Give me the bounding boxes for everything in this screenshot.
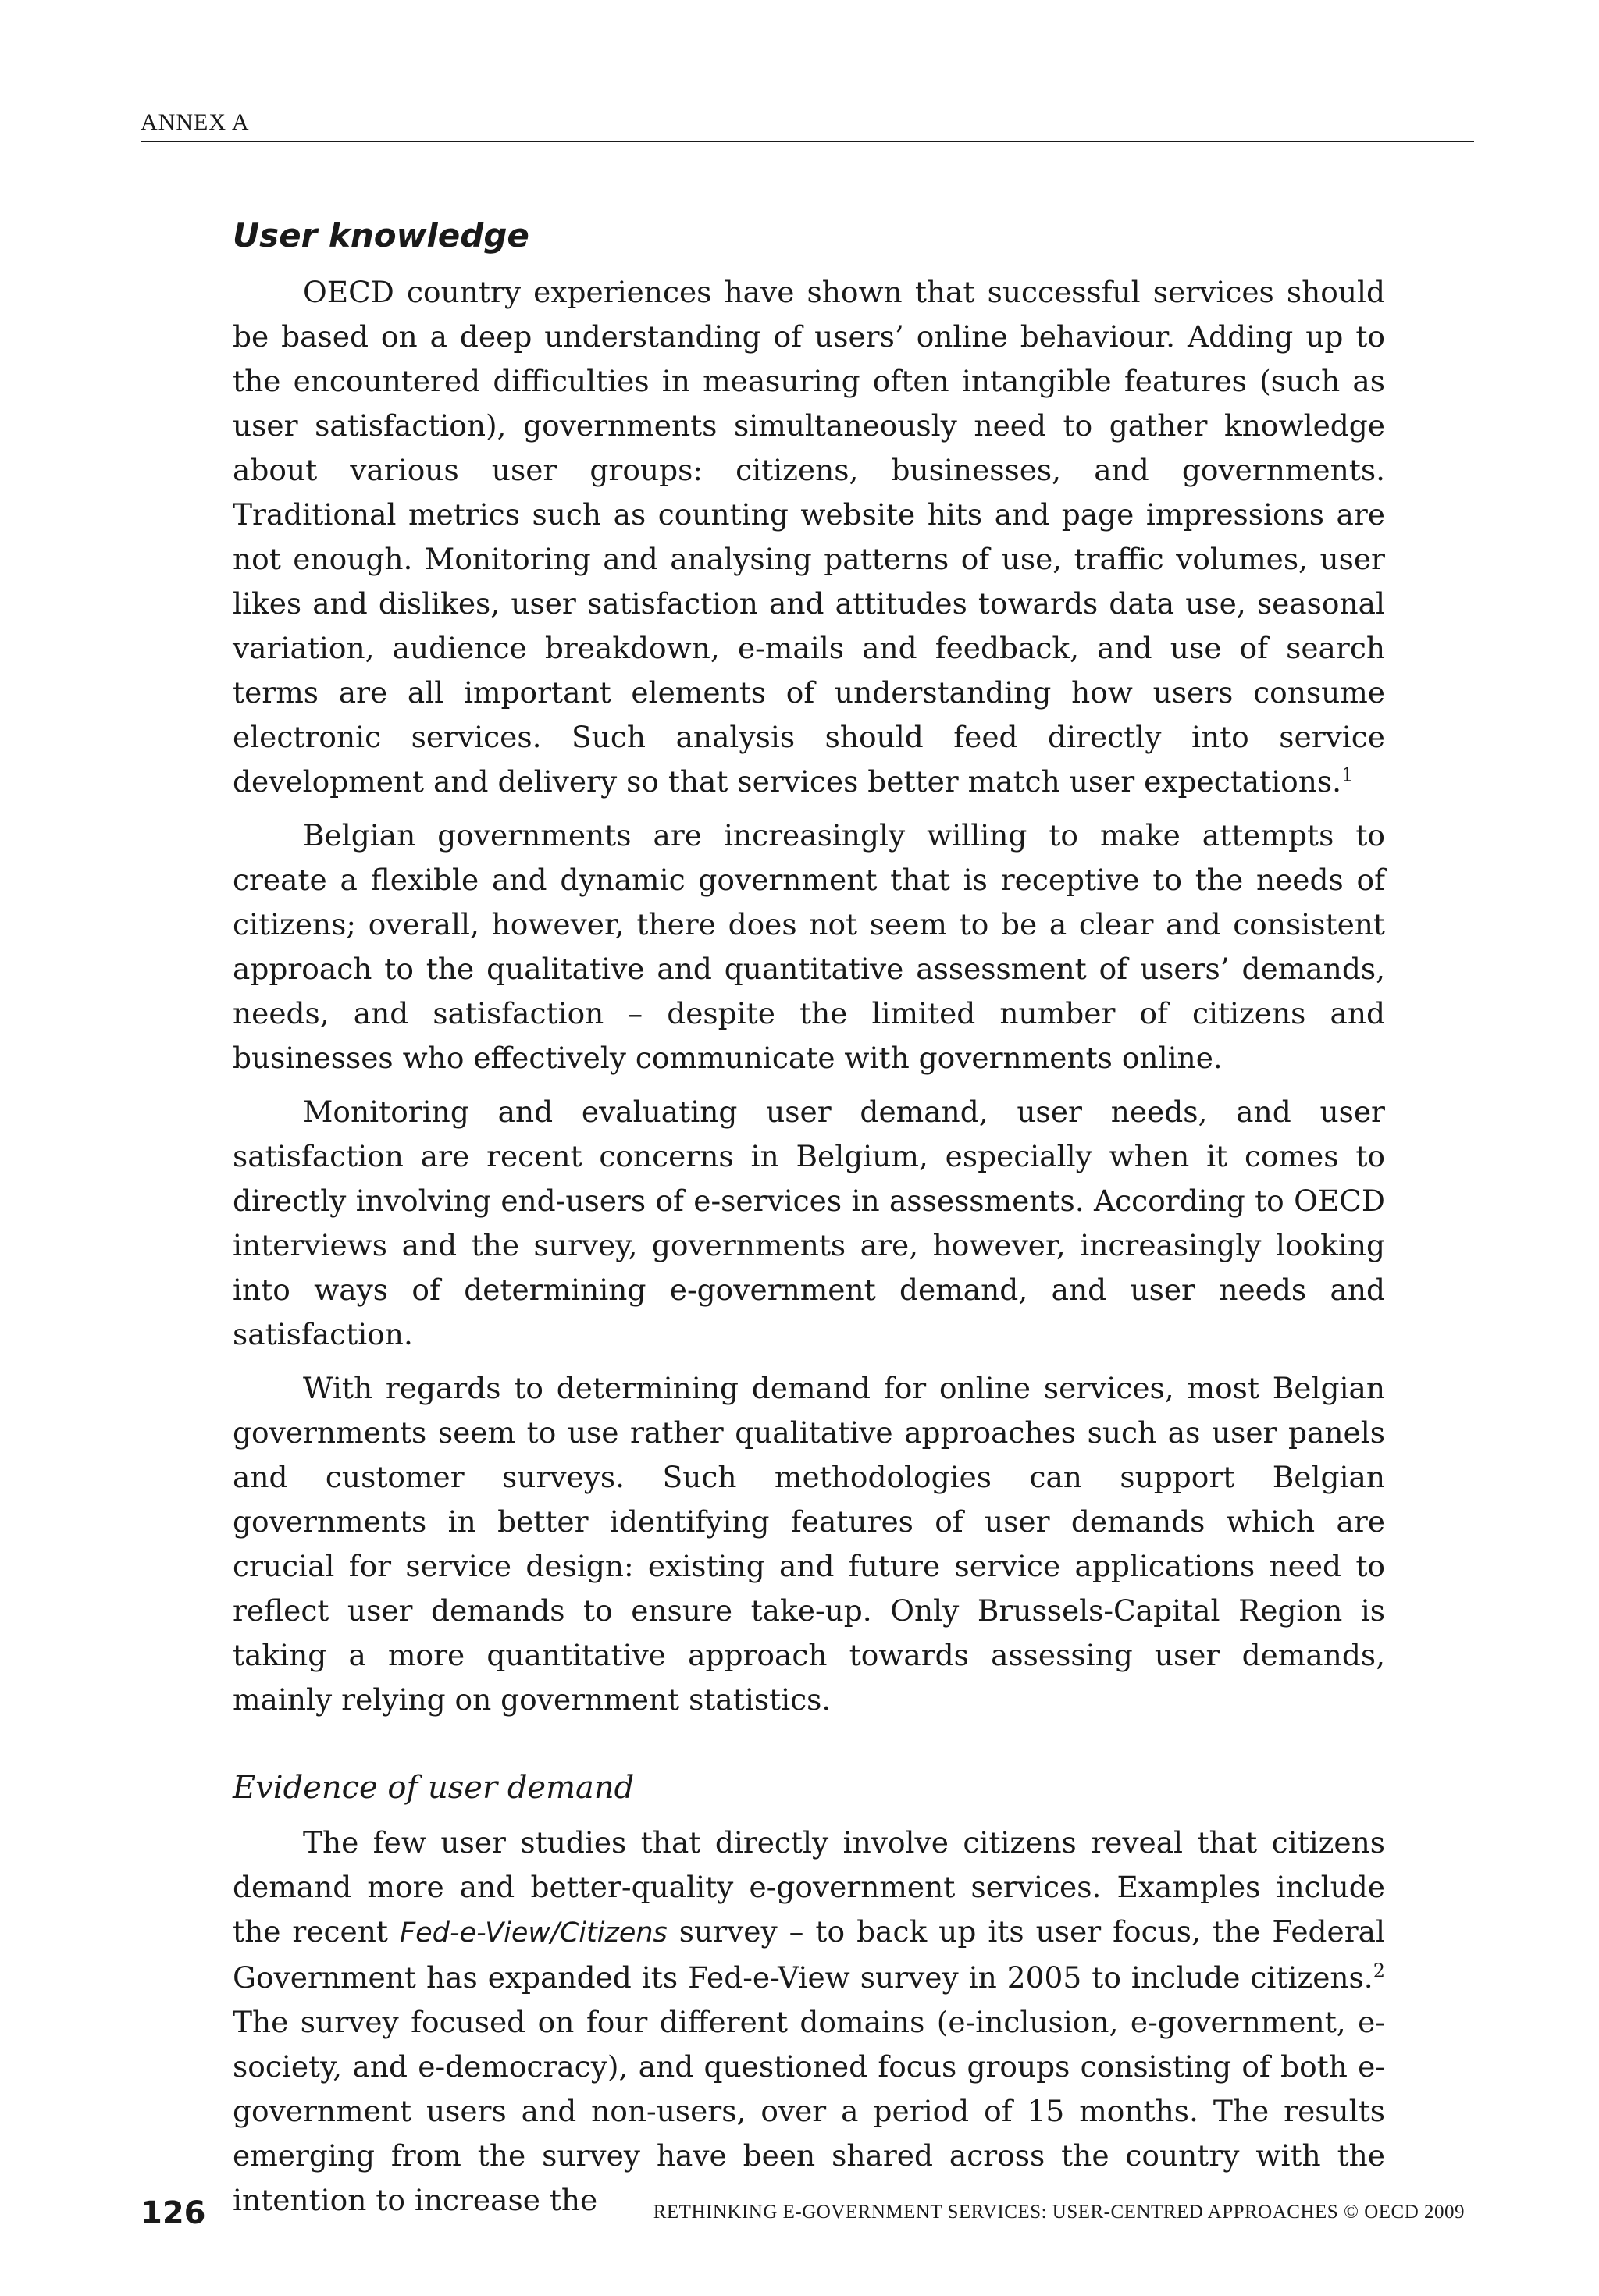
paragraph xyxy=(233,270,1385,804)
page-number: 126 xyxy=(141,2195,206,2231)
paragraph: Belgian governments are increasingly willing to make attempts to create a flexible and dynamic government that is receptive to the needs of citizens; overall, however, there does not seem to be a clear and consistent approach to the qualitative and quantitative assessment of users’ demands, needs, and satisfaction – despite the limited number of citizens and businesses who effectively communicate with governments online. xyxy=(233,818,1385,1075)
publication-footer: RETHINKING E-GOVERNMENT SERVICES: USER-CENTRED APPROACHES © OECD 2009 xyxy=(653,2202,1465,2223)
paragraph-text: OECD country experiences have shown that successful services should be based on a deep understanding of users’ online behaviour. Adding up to the encountered difficulties in measuring often intangible features (such as user satisfaction), governments simultaneously need to gather knowledge about various user groups: citizens, businesses, and governments. Traditional metrics such as counting website hits and page impressions are not enough. Monitoring and analysing patterns of use, traffic volumes, user likes and dislikes, user satisfaction and attitudes towards data use, seasonal variation, audience breakdown, e-mails and feedback, and use of search terms are all important elements of understanding how users consume electronic services. Such analysis should feed directly into service development and delivery so that services better match user expectations. xyxy=(233,275,1385,799)
subsection-title: Evidence of user demand xyxy=(233,1770,635,1806)
footnote-marker: 1 xyxy=(1341,764,1354,786)
page-body xyxy=(233,211,1385,2232)
paragraph xyxy=(233,1821,1385,2223)
paragraph: Monitoring and evaluating user demand, user needs, and user satisfaction are recent concerns in Belgium, especially when it comes to directly involving end-users of e-services in assessments. According to OECD interviews and the survey, governments are, however, increasingly looking into ways of determining e-government demand, and user needs and satisfaction. xyxy=(233,1095,1385,1351)
section-title: User knowledge xyxy=(233,216,529,255)
footnote-marker: 2 xyxy=(1373,1960,1385,1982)
survey-name: Fed-e-View/Citizens xyxy=(399,1917,668,1949)
paragraph-text: The survey focused on four different domains (e-inclusion, e-government, e-society, and e-democracy), and questioned focus groups consisting of both e-government users and non-users, over a period of 15 months. The results emerging from the survey have been shared across the country with the intention to increase the xyxy=(233,2005,1385,2217)
paragraph-text: survey – to back up its user focus, the Federal Government has expanded its Fed-e-View survey in 2005 to include citizens. xyxy=(233,1914,1386,1995)
paragraph: With regards to determining demand for online services, most Belgian governments seem to use rather qualitative approaches such as user panels and customer surveys. Such methodologies can support Belgian governments in better identifying features of user demands which are crucial for service design: existing and future service applications need to reflect user demands to ensure take-up. Only Brussels-Capital Region is taking a more quantitative approach towards assessing user demands, mainly relying on government statistics. xyxy=(233,1371,1385,1717)
paragraph-text: The few user studies that directly involve citizens reveal that citizens demand more and better-quality e-government services. Examples include the recent xyxy=(233,1825,1385,1949)
running-head: ANNEX A xyxy=(141,109,250,135)
header-rule xyxy=(141,141,1474,142)
